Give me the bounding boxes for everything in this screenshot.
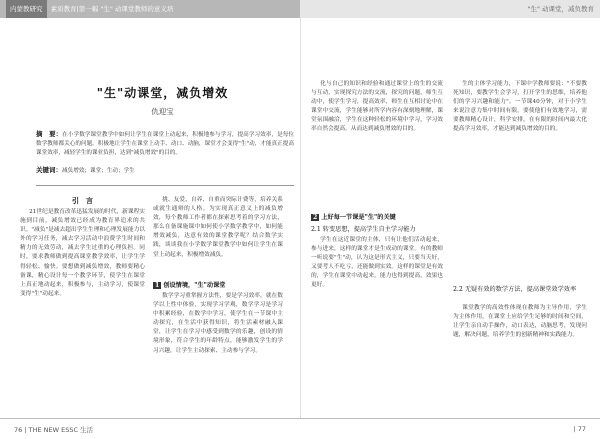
left-column-2-bottom: 数学学习重掌握方法性，要是学习效率，就在数学以上性中体验，实现学习学观，数学学习是学习中积累经验，在数学中学习，使学生在一节课中主动探究，在生活中获得知识，将生活素材融入课堂，让学生在学习中感受到数学的乐趣，创设的情境形象，符合学生的年龄特点，能够激发学生的学习兴趣，让学生主动探索、主动参与学习。	[153, 293, 283, 354]
header-left-text: 素质教育|第一幅 "生" 动课堂教师的意义培	[50, 5, 174, 13]
section-1-title: 创设情境，"生"动课堂	[163, 282, 226, 289]
subsection-2-2: 2.2 无疑有效的数学方法，提高课堂效学效率	[453, 286, 577, 293]
right-page	[300, 18, 600, 418]
footer-right-page-number: | 77	[573, 425, 586, 433]
right-column-1-bottom: 学生在这近课堂的主体，只有让他们活动起来，参与进来，这样的课堂才是生成动的课堂。有的教师一听说要"生"动，认为这是形式主义，只要当天好，又要考人不吃亏，还能做到实效。这样的课堂是有效的，学生在课堂中动起来，能力也得到提高，效果也更好。	[311, 237, 443, 289]
top-header-bar	[0, 0, 600, 18]
abstract-label: 摘 要：	[36, 130, 63, 138]
abstract-text: 在小学数学课堂教学中如何让学生在课堂上动起来，积极地参与学习，提高学习效率，是每位数学教师都关心的问题。积极地让学生在课堂上动手、动口、动脑，课堂才会变得"生"动，才能真正提高课堂效率，减轻学生的课业负担，达到"减负增效"的目的。	[36, 132, 294, 156]
abstract	[36, 130, 294, 158]
keywords	[36, 166, 294, 176]
section-2-title: 上好每一节课是"生"的关键	[321, 214, 396, 221]
section-2-number: 2	[313, 214, 318, 221]
left-column-2-top: 挑、友爱、自养、自重而突际计费等，培养关系或就生通辩的人格。为实现真正意义上的减负增效，每个教师工作者都在探索思考着的学习方法，那么在备课施课中如何使小学数学教学中，如何能增效减负，达意有效的课堂教学呢？结合数学实践，谈谈我在小学数学课堂教学中如何让学生在课堂上动起来，积极增效减负。	[153, 197, 283, 258]
right-column-2-top: 生的主体学习能力，下课中学教师要说："不要教死知识，要教学生会学习，打开学生的思维，培养他们的学习兴趣和能力"。一节课40分钟，对于小学生来说注意力集中时间有限，要使他们有效地学习，需要教师精心设计，科学安排，在有限的时间内最大化提高学习效率，才能达到减负增效的目的。	[453, 81, 587, 133]
right-column-1-top: 化与自己的知识和经验和通过课堂上的生的交流与互动，实现探究方法的交流，探究的问题，师生互动中，使学生学习，提高效率，师生在互相讨论中在课堂中交流，学生能够对所学内容有深刻地理解，课堂氛围融洽，学生在这种轻松的环境中学习，学习效率自然会提高，从而达到减负增效的目的。	[311, 81, 443, 133]
page-footer	[0, 418, 600, 439]
footer-left-page-number: 76 | THE NEW ESSC 生活	[14, 426, 94, 434]
section-1-number: 1	[155, 282, 160, 289]
subsection-2-1: 2.1 转变思想，提高学生自主学习能力	[311, 226, 416, 233]
article-title: "生"动课堂，减负增效	[96, 86, 229, 100]
left-page	[0, 18, 300, 418]
keywords-label: 关键词：	[36, 166, 62, 174]
header-left	[0, 0, 300, 18]
section-1-heading	[153, 280, 283, 289]
keywords-text: 减负增效；课堂；生动；学生	[62, 168, 135, 174]
left-column-1: 21世纪是教育改革迅猛发展的时代，新课程实施到目前，减负增效已经成为教育界追求的共识。"减负"是减去超出学生生理和心理发展能力以外的学习任务，减去学习活动中浪费学生时间和精力的无效劳动，减去学生过重的心理负担。同时，要求教师做到提高课堂教学效率，让学生学得轻松、愉快。要想做到减负增效，教师要精心备课，精心设计每一个教学环节，使学生在课堂上真正地动起来，积极参与，主动学习，使课堂变得"生"动起来。	[20, 209, 145, 297]
abstract-divider	[36, 185, 294, 186]
right-column-2-bottom: 课堂教学的高效性体现在教师为主导作用，学生为主体作用，在课堂上应给学生足够的时间和空间，让学生亲自动手操作，动口表达，动脑思考，发现问题，解决问题，培养学生的创新精神和实践能力。	[453, 305, 587, 339]
header-right: "生" 动课堂，减负教育	[300, 0, 600, 18]
header-section-tag: 内蒙教研究	[6, 0, 47, 18]
article-author: 仇迎宝	[151, 107, 174, 116]
section-2-heading	[311, 212, 443, 221]
intro-heading: 引 言	[72, 196, 93, 205]
